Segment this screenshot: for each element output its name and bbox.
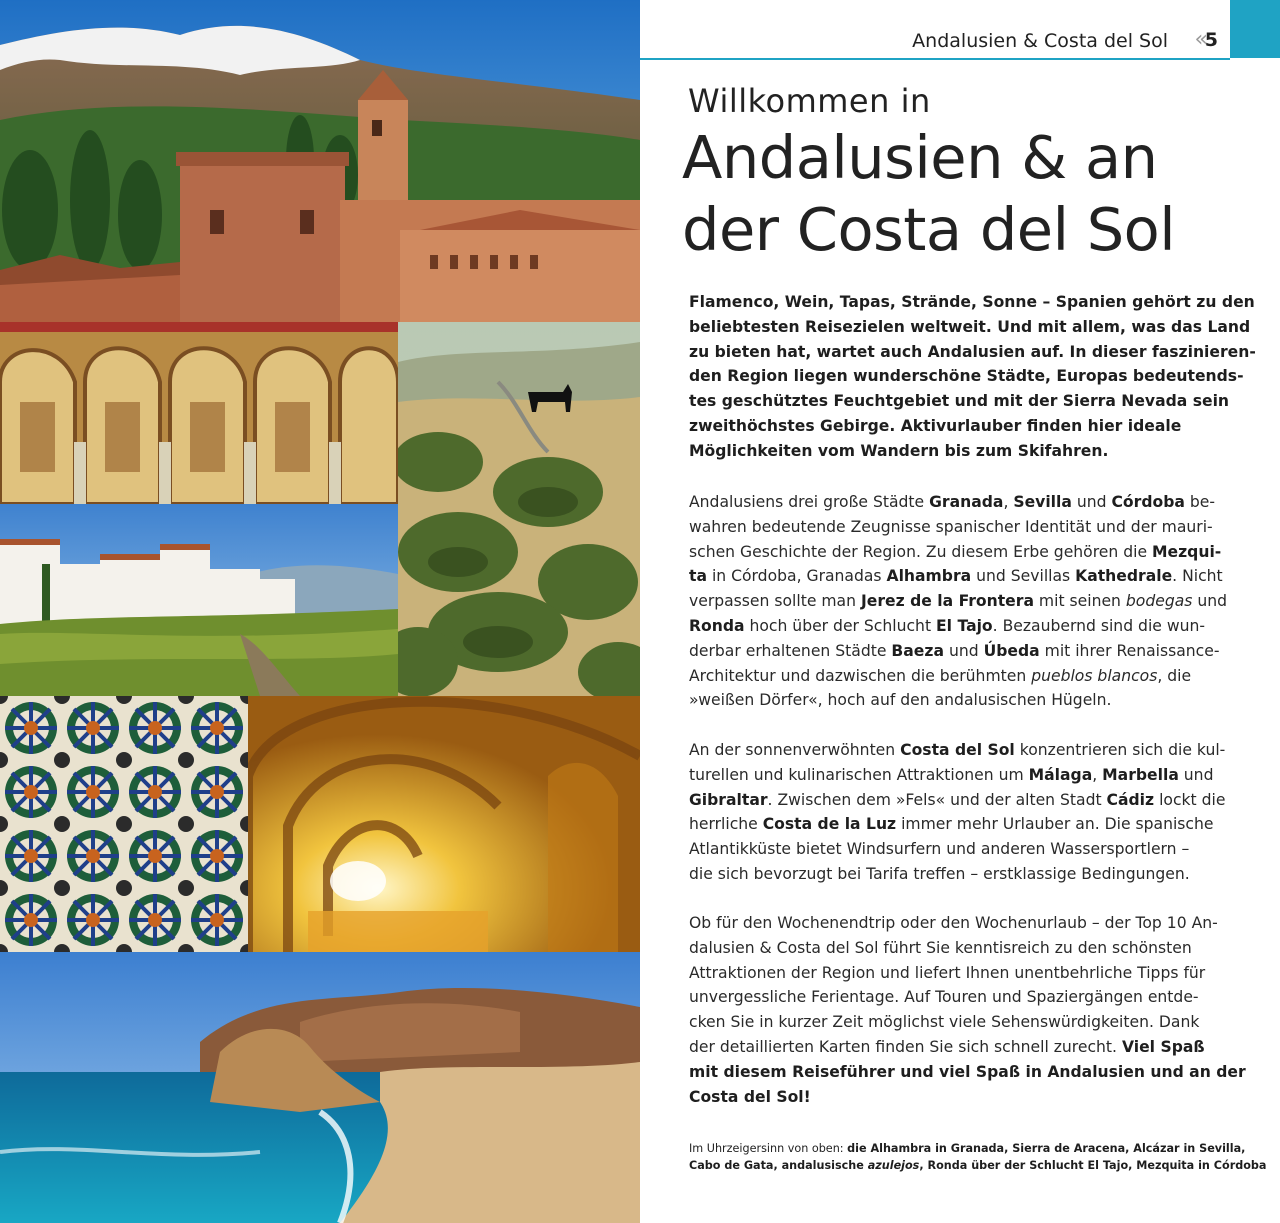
caption-line: Im Uhrzeigersinn von oben: die Alhambra in Granada, Sierra de Aracena, Alcázar in Sevilla,: [689, 1142, 1246, 1155]
intro-line: den Region liegen wunderschöne Städte, Europas bedeutends-: [689, 367, 1244, 386]
page-title: [682, 122, 1242, 266]
text-line: ta in Córdoba, Granadas Alhambra und Sevillas Kathedrale. Nicht: [689, 567, 1223, 586]
photo-azulejos-tiles: [0, 696, 248, 952]
photo-cabo-de-gata: [0, 952, 640, 1223]
body-paragraph-cities: [689, 490, 1233, 713]
intro-paragraph: [689, 290, 1256, 464]
text-line: mit diesem Reiseführer und viel Spaß in Andalusien und an der: [689, 1062, 1246, 1081]
photo-mezquita-cordoba: [0, 322, 398, 504]
text-line: unvergessliche Ferientage. Auf Touren und Spaziergängen entde-: [689, 988, 1199, 1007]
intro-line: Möglichkeiten vom Wandern bis zum Skifahren.: [689, 441, 1109, 460]
guillemet-icon: «: [1194, 27, 1208, 52]
body-paragraph-guide: [689, 911, 1246, 1109]
text-line: herrliche Costa de la Luz immer mehr Urlauber an. Die spanische: [689, 815, 1214, 834]
text-line: An der sonnenverwöhnten Costa del Sol konzentrieren sich die kul-: [689, 741, 1226, 759]
section-title: Andalusien & Costa del Sol: [912, 30, 1168, 52]
text-line: Costa del Sol!: [689, 1087, 811, 1106]
page-number: 5: [1204, 29, 1218, 51]
photo-ronda-el-tajo: [0, 504, 398, 696]
text-line: wahren bedeutende Zeugnisse spanischer Identität und der mauri-: [689, 517, 1213, 536]
title-line: Andalusien & an: [682, 123, 1158, 192]
title-line: der Costa del Sol: [682, 195, 1176, 264]
text-line: cken Sie in kurzer Zeit möglichst viele Sehenswürdigkeiten. Dank: [689, 1013, 1200, 1032]
text-line: Attraktionen der Region und liefert Ihnen unentbehrliche Tipps für: [689, 963, 1206, 982]
text-line: die sich bevorzugt bei Tarifa treffen – erstklassige Bedingungen.: [689, 864, 1190, 883]
text-line: verpassen sollte man Jerez de la Frontera mit seinen bodegas und: [689, 592, 1228, 611]
text-line: schen Geschichte der Region. Zu diesem Erbe gehören die Mezqui-: [689, 542, 1222, 561]
text-line: der detaillierten Karten finden Sie sich schnell zurecht. Viel Spaß: [689, 1037, 1205, 1056]
intro-line: beliebtesten Reisezielen weltweit. Und mit allem, was das Land: [689, 317, 1251, 336]
intro-line: Flamenco, Wein, Tapas, Strände, Sonne – Spanien gehört zu den: [689, 293, 1255, 311]
caption-line: Cabo de Gata, andalusische azulejos, Ronda über der Schlucht El Tajo, Mezquita in Córdoba: [689, 1159, 1267, 1172]
text-line: dalusien & Costa del Sol führt Sie kenntisreich zu den schönsten: [689, 938, 1192, 957]
photo-sierra-de-aracena: [398, 322, 640, 696]
text-line: turellen und kulinarischen Attraktionen um Málaga, Marbella und: [689, 765, 1214, 784]
text-line: Ob für den Wochenendtrip oder den Wochenurlaub – der Top 10 An-: [689, 914, 1218, 932]
text-line: Atlantikküste bietet Windsurfern und anderen Wassersportlern –: [689, 840, 1190, 859]
body-paragraph-costa: [689, 738, 1233, 887]
photo-alcazar-sevilla: [248, 696, 640, 952]
intro-line: zweithöchstes Gebirge. Aktivurlauber finden hier ideale: [689, 416, 1182, 435]
title-kicker: Willkommen in: [688, 82, 931, 120]
text-line: Gibraltar. Zwischen dem »Fels« und der alten Stadt Cádiz lockt die: [689, 790, 1226, 809]
intro-line: tes geschütztes Feuchtgebiet und mit der Sierra Nevada sein: [689, 392, 1230, 411]
text-line: »weißen Dörfer«, hoch auf den andalusischen Hügeln.: [689, 691, 1112, 710]
text-line: Architektur und dazwischen die berühmten pueblos blancos, die: [689, 666, 1192, 685]
photo-caption: [689, 1140, 1267, 1174]
corner-color-tab: [1230, 0, 1280, 58]
text-line: Andalusiens drei große Städte Granada, Sevilla und Córdoba be-: [689, 493, 1215, 511]
intro-line: zu bieten hat, wartet auch Andalusien auf. In dieser faszinieren-: [689, 342, 1256, 361]
photo-alhambra-granada: [0, 0, 640, 322]
text-line: Ronda hoch über der Schlucht El Tajo. Bezaubernd sind die wun-: [689, 616, 1205, 635]
text-line: derbar erhaltenen Städte Baeza und Úbeda mit ihrer Renaissance-: [689, 641, 1220, 660]
